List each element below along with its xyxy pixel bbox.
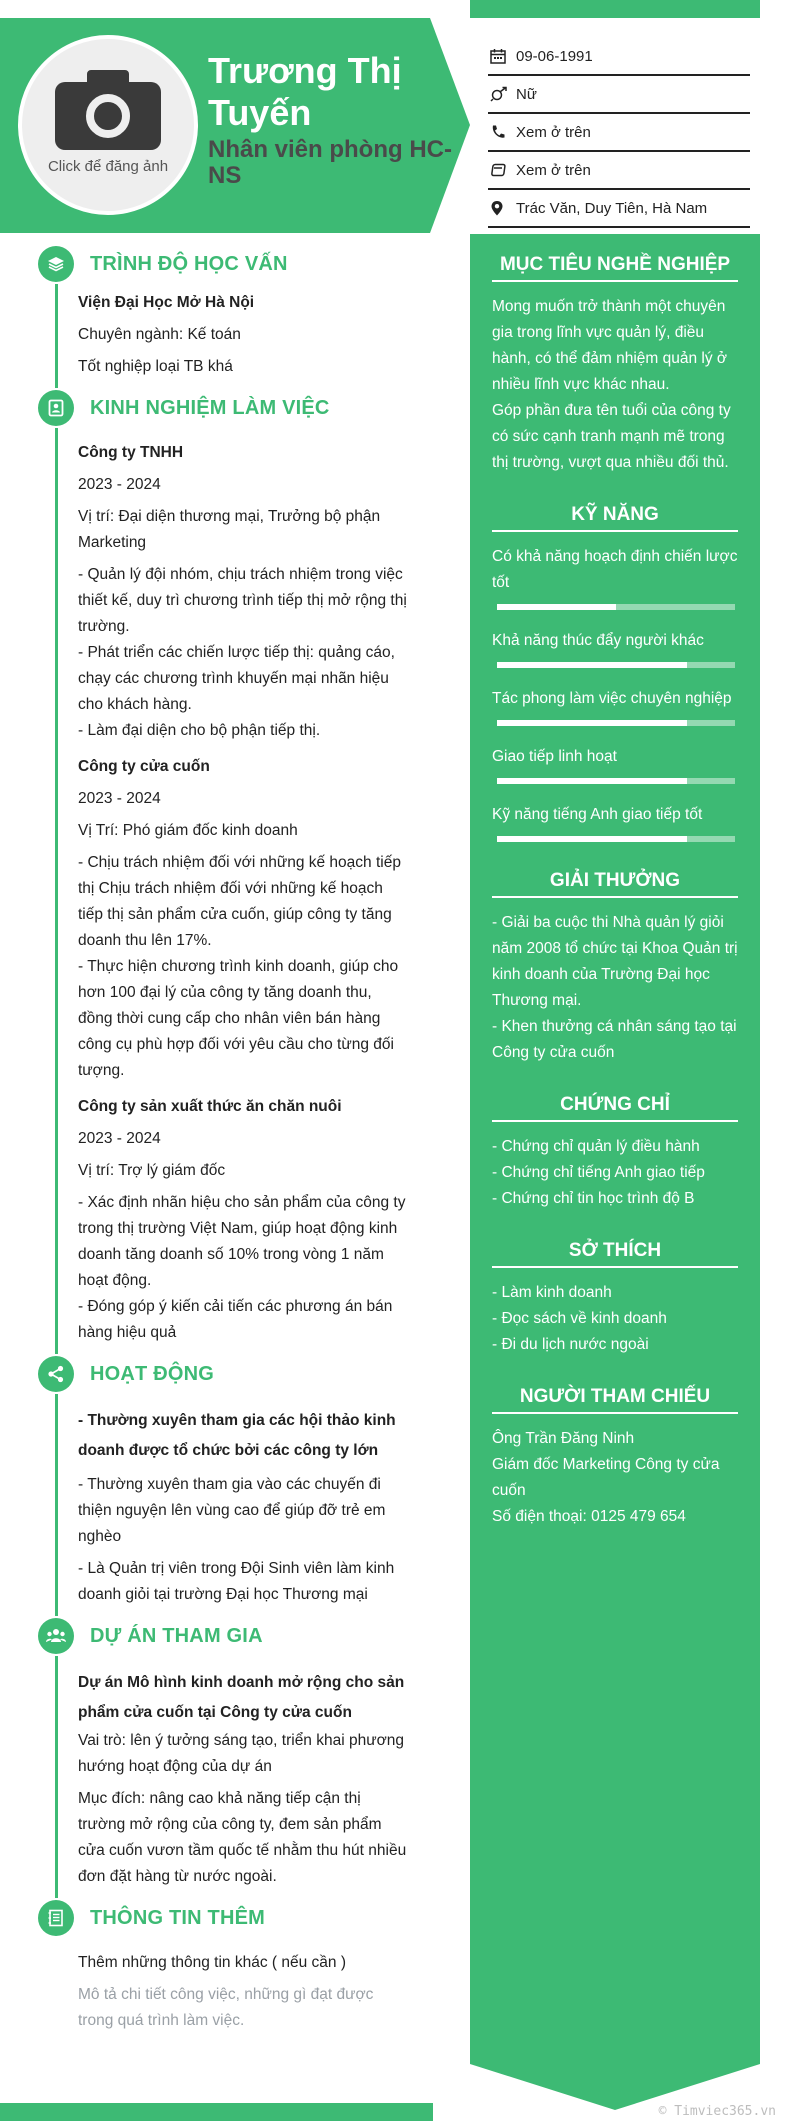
objective-line: Mong muốn trở thành một chuyên gia trong lĩnh vực quản lý, điều hành, có thể đảm nhiệm quản lý ở nhiều lĩnh vực khác nhau. [492,298,728,393]
job-company: Công ty cửa cuốn [78,758,210,775]
contact-address[interactable] [488,190,750,228]
footer-bar [0,2103,433,2121]
right-column [492,254,738,1558]
job-detail: - Chịu trách nhiệm đối với những kế hoạch tiếp thị Chịu trách nhiệm đối với những kế hoạch tiếp thị sản phẩm cửa cuốn, giúp công ty tăng doanh thu lên 17%. [78,854,401,949]
job-entry [78,754,410,1084]
extra-placeholder: Mô tả chi tiết công việc, những gì đạt được trong quá trình làm việc. [78,1986,374,2029]
education-title: TRÌNH ĐỘ HỌC VẤN [90,252,288,275]
skill-bar [497,604,735,610]
projects-title: DỰ ÁN THAM GIA [90,1624,263,1647]
id-badge-icon [38,390,74,426]
job-detail: - Làm đại diện cho bộ phận tiếp thị. [78,722,321,739]
references-title: NGƯỜI THAM CHIẾU [492,1386,738,1414]
project-name: Dự án Mô hình kinh doanh mở rộng cho sản phẩm cửa cuốn tại Công ty cửa cuốn [78,1674,405,1721]
extra-body[interactable] [55,1938,410,2042]
experience-section [38,388,410,1354]
job-period: 2023 - 2024 [78,476,161,493]
share-icon [38,1356,74,1392]
extra-title: THÔNG TIN THÊM [90,1906,266,1929]
activity-item: - Là Quản trị viên trong Đội Sinh viên làm kinh doanh giỏi tại trường Đại học Thương mại [78,1560,395,1603]
skills-title: KỸ NĂNG [492,504,738,532]
skill-item [492,686,738,726]
skill-label: Giao tiếp linh hoạt [492,748,617,765]
reference-name: Ông Trần Đăng Ninh [492,1430,635,1447]
job-entry [78,440,410,744]
job-entry [78,1094,410,1346]
job-title[interactable]: Nhân viên phòng HC-NS [208,136,452,189]
gender-value: Nữ [516,85,537,103]
awards-title: GIẢI THƯỞNG [492,870,738,898]
projects-section [38,1616,410,1898]
education-body[interactable] [55,284,410,388]
extra-header [38,1898,410,1938]
project-purpose: Mục đích: nâng cao khả năng tiếp cận thị trường mở rộng của công ty, đem sản phẩm cửa cuốn vươn tầm quốc tế nhằm thu hút nhiều đơn đặt hàng từ nước ngoài. [78,1790,407,1885]
job-company: Công ty sản xuất thức ăn chăn nuôi [78,1098,342,1115]
job-detail: - Phát triển các chiến lược tiếp thị: quảng cáo, chạy các chương trình khuyến mại nhãn hiệu cho khách hàng. [78,644,395,713]
project-role: Vai trò: lên ý tưởng sáng tạo, triển khai phương hướng hoạt động của dự án [78,1732,404,1775]
avatar-upload[interactable] [18,35,198,215]
certificate-item: - Chứng chỉ tin học trình độ B [492,1190,695,1207]
skill-item [492,628,738,668]
skill-item [492,544,738,610]
skill-item [492,744,738,784]
projects-header [38,1616,410,1656]
email-value: Xem ở trên [516,161,591,179]
extra-section [38,1898,410,2042]
hobbies-title: SỞ THÍCH [492,1240,738,1268]
skill-bar [497,778,735,784]
contact-top-bar [470,0,760,18]
award-item: - Khen thưởng cá nhân sáng tạo tại Công ty cửa cuốn [492,1018,737,1061]
awards-section[interactable] [492,870,738,1066]
candidate-name[interactable]: Trương Thị Tuyến [208,50,402,133]
skill-label: Khả năng thúc đẩy người khác [492,632,704,649]
education-section [38,244,410,388]
notebook-icon [38,1900,74,1936]
skill-label: Tác phong làm việc chuyên nghiệp [492,690,732,707]
watermark: © Timviec365.vn [658,2104,776,2119]
left-column [38,244,410,2042]
address-value: Trác Văn, Duy Tiên, Hà Nam [516,199,708,217]
job-position: Vị trí: Đại diện thương mại, Trưởng bộ phận Marketing [78,508,381,551]
activities-section [38,1354,410,1616]
experience-body[interactable] [55,428,410,1354]
objective-title: MỤC TIÊU NGHỀ NGHIỆP [492,254,738,282]
experience-title: KINH NGHIỆM LÀM VIỆC [90,396,330,419]
education-major: Chuyên ngành: Kế toán [78,326,241,343]
job-period: 2023 - 2024 [78,1130,161,1147]
award-item: - Giải ba cuộc thi Nhà quản lý giỏi năm 2008 tổ chức tại Khoa Quản trị kinh doanh của Trường Đại học Thương mại. [492,914,738,1009]
map-pin-icon [488,200,516,216]
skill-label: Có khả năng hoạch định chiến lược tốt [492,548,738,591]
skill-fill [497,604,616,610]
skill-bar [497,836,735,842]
job-detail: - Quản lý đội nhóm, chịu trách nhiệm trong việc thiết kế, duy trì chương trình tiếp thị mở rộng thị trường. [78,566,407,635]
school-name: Viện Đại Học Mở Hà Nội [78,294,255,311]
skill-label: Kỹ năng tiếng Anh giao tiếp tốt [492,806,703,823]
birthdate-value: 09-06-1991 [516,47,593,65]
calendar-icon [488,48,516,64]
experience-header [38,388,410,428]
hobby-item: - Đọc sách về kinh doanh [492,1310,667,1327]
gender-icon [488,86,516,102]
skill-fill [497,720,687,726]
skills-section[interactable] [492,504,738,842]
skill-bar [497,662,735,668]
certificate-item: - Chứng chỉ quản lý điều hành [492,1138,700,1155]
hobby-item: - Làm kinh doanh [492,1284,612,1301]
activities-body[interactable] [55,1394,410,1616]
contact-email[interactable] [488,152,750,190]
job-detail: - Đóng góp ý kiến cải tiến các phương án bán hàng hiệu quả [78,1298,393,1341]
camera-icon [55,70,161,150]
avatar-caption: Click để đăng ảnh [47,157,169,175]
phone-icon [488,124,516,140]
email-icon [488,162,516,178]
contact-birthdate[interactable] [488,38,750,76]
skill-fill [497,662,687,668]
references-section[interactable] [492,1386,738,1530]
reference-position: Giám đốc Marketing Công ty cửa cuốn [492,1456,720,1499]
hobby-item: - Đi du lịch nước ngoài [492,1336,649,1353]
phone-value: Xem ở trên [516,123,591,141]
job-company: Công ty TNHH [78,444,184,461]
contact-gender[interactable] [488,76,750,114]
graduation-stack-icon [38,246,74,282]
extra-text: Thêm những thông tin khác ( nếu cần ) [78,1954,347,1971]
objective-section[interactable] [492,254,738,476]
job-detail: - Thực hiện chương trình kinh doanh, giúp cho hơn 100 đại lý của công ty tăng doanh thu, đồng thời cung cấp cho nhân viên bán hàng công cụ phù hợp đối với yêu cầu cho từng đối tượng. [78,958,399,1079]
projects-body[interactable] [55,1656,410,1898]
reference-phone: Số điện thoại: 0125 479 654 [492,1508,686,1525]
skill-bar [497,720,735,726]
education-header [38,244,410,284]
team-icon [38,1618,74,1654]
education-grade: Tốt nghiệp loại TB khá [78,358,233,375]
contact-phone[interactable] [488,114,750,152]
certificates-title: CHỨNG CHỈ [492,1094,738,1122]
activity-lead: - Thường xuyên tham gia các hội thảo kinh doanh được tổ chức bởi các công ty lớn [78,1412,396,1459]
hobbies-section[interactable] [492,1240,738,1358]
activities-header [38,1354,410,1394]
job-detail: - Xác định nhãn hiệu cho sản phẩm của công ty trong thị trường Việt Nam, giúp hoạt động kinh doanh tăng doanh số 10% trong vòng 1 năm hoạt động. [78,1194,406,1289]
job-position: Vị Trí: Phó giám đốc kinh doanh [78,822,298,839]
certificates-section[interactable] [492,1094,738,1212]
objective-line: Góp phần đưa tên tuổi của công ty có sức cạnh tranh mạnh mẽ trong thị trường, vượt qua nhiều đối thủ. [492,402,731,471]
activities-title: HOẠT ĐỘNG [90,1362,215,1385]
skill-item [492,802,738,842]
job-position: Vị trí: Trợ lý giám đốc [78,1162,226,1179]
contact-info [488,38,750,228]
skill-fill [497,778,687,784]
skill-fill [497,836,687,842]
job-period: 2023 - 2024 [78,790,161,807]
certificate-item: - Chứng chỉ tiếng Anh giao tiếp [492,1164,705,1181]
activity-item: - Thường xuyên tham gia vào các chuyến đi thiện nguyện lên vùng cao để giúp đỡ trẻ em nghèo [78,1476,386,1545]
